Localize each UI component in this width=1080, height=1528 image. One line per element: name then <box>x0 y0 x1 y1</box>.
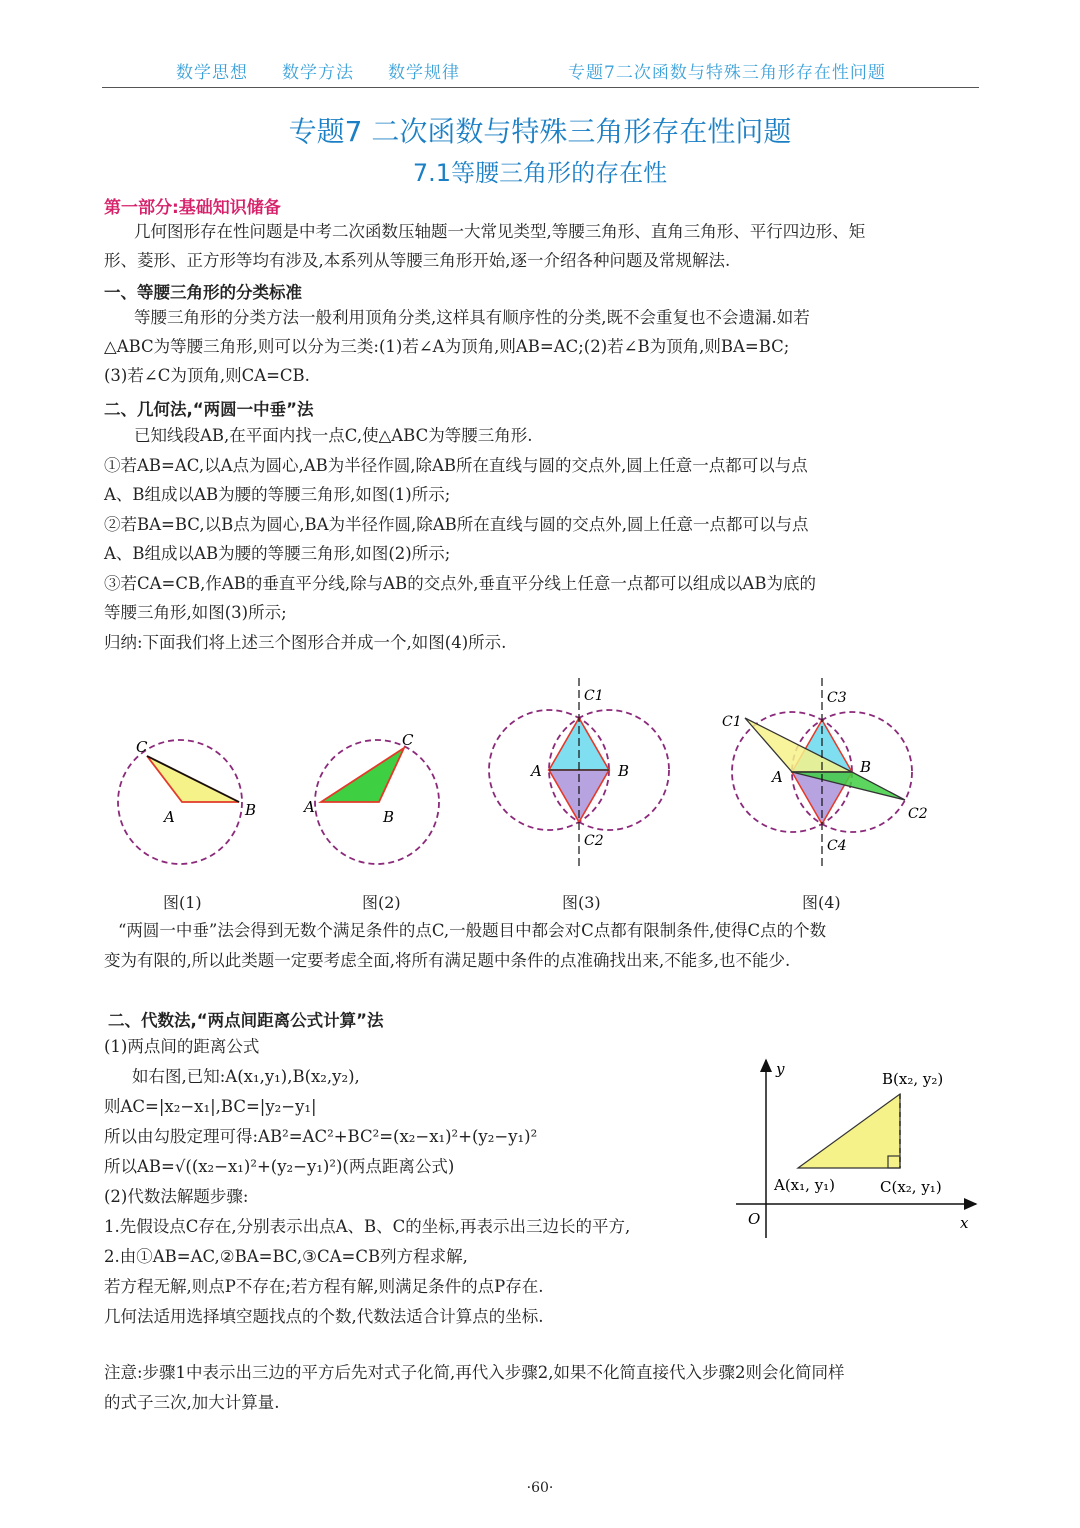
section-heading: 二、几何法,“两圆一中垂”法 <box>104 400 314 419</box>
part-heading: 第一部分:基础知识储备 <box>104 198 281 218</box>
figure-caption: 图(3) <box>562 893 601 912</box>
paragraph-line: (3)若∠C为顶角,则CA=CB. <box>104 366 310 385</box>
figure-2-triangle <box>321 748 404 802</box>
figure-caption: 图(4) <box>802 893 841 912</box>
header-rule <box>102 87 979 88</box>
paragraph-line: A、B组成以AB为腰的等腰三角形,如图(2)所示; <box>104 544 451 563</box>
paragraph-line: “两圆一中垂”法会得到无数个满足条件的点C,一般题目中都会对C点都有限制条件,使得C点的个数 <box>118 921 827 940</box>
figure-3-label-c2: C2 <box>584 833 604 849</box>
figure-2-label-a: A <box>304 798 315 816</box>
paragraph-line: 若方程无解,则点P不存在;若方程有解,则满足条件的点P存在. <box>104 1277 544 1296</box>
figure-3 <box>489 678 669 866</box>
paragraph-line: (2)代数法解题步骤: <box>104 1187 249 1206</box>
paragraph-line: ①若AB=AC,以A点为圆心,AB为半径作圆,除AB所在直线与圆的交点外,圆上任意一点都可以与点 <box>104 456 808 475</box>
paragraph-line: 如右图,已知:A(x₁,y₁),B(x₂,y₂), <box>132 1067 360 1086</box>
origin-label: O <box>748 1210 761 1228</box>
header-topic-1: 数学思想 <box>176 63 248 83</box>
y-axis-label: y <box>776 1060 785 1078</box>
figure-1-label-b: B <box>245 801 257 819</box>
point-c-label: C(x₂, y₁) <box>880 1178 942 1196</box>
figure-4-label-c3: C3 <box>827 690 847 706</box>
x-axis-label: x <box>960 1214 969 1232</box>
right-triangle <box>798 1094 900 1168</box>
figure-4-label-c1: C1 <box>722 714 742 730</box>
figure-3-label-c1: C1 <box>584 688 604 704</box>
paragraph-line: 所以AB=√((x₂−x₁)²+(y₂−y₁)²)(两点距离公式) <box>104 1157 455 1176</box>
paragraph-line: 等腰三角形,如图(3)所示; <box>104 603 287 622</box>
intro-line: 形、菱形、正方形等均有涉及,本系列从等腰三角形开始,逐一介绍各种问题及常规解法. <box>104 251 731 270</box>
section-heading: 一、等腰三角形的分类标准 <box>104 283 302 302</box>
paragraph-line: 归纳:下面我们将上述三个图形合并成一个,如图(4)所示. <box>104 633 507 652</box>
paragraph-line: (1)两点间的距离公式 <box>104 1037 260 1056</box>
page-number: ·60· <box>526 1480 554 1496</box>
note-line: 注意:步骤1中表示出三边的平方后先对式子化简,再代入步骤2,如果不化简直接代入步骤2则会化简同样 <box>104 1363 845 1382</box>
figures-row <box>100 670 980 890</box>
figure-caption: 图(1) <box>163 893 202 912</box>
paragraph-line: 所以由勾股定理可得:AB²=AC²+BC²=(x₂−x₁)²+(y₂−y₁)² <box>104 1127 538 1146</box>
paragraph-line: ②若BA=BC,以B点为圆心,BA为半径作圆,除AB所在直线与圆的交点外,圆上任意一点都可以与点 <box>104 515 809 534</box>
paragraph-line: 1.先假设点C存在,分别表示出点A、B、C的坐标,再表示出三边长的平方, <box>104 1217 631 1236</box>
paragraph-line: A、B组成以AB为腰的等腰三角形,如图(1)所示; <box>104 485 451 504</box>
figure-4-label-c4: C4 <box>827 838 847 854</box>
figure-caption: 图(2) <box>362 893 401 912</box>
figure-4-label-c2: C2 <box>908 806 928 822</box>
figure-3-label-b: B <box>618 762 630 780</box>
figure-4-label-b: B <box>860 758 872 776</box>
page-title: 专题7 二次函数与特殊三角形存在性问题 <box>288 115 792 148</box>
point-b-label: B(x₂, y₂) <box>882 1070 944 1088</box>
figure-2 <box>302 731 439 864</box>
figure-2-label-c: C <box>402 731 414 749</box>
paragraph-line: 已知线段AB,在平面内找一点C,使△ABC为等腰三角形. <box>134 426 533 445</box>
figure-4-label-a: A <box>772 768 783 786</box>
paragraph-line: 几何法适用选择填空题找点的个数,代数法适合计算点的坐标. <box>104 1307 544 1326</box>
paragraph-line: ③若CA=CB,作AB的垂直平分线,除与AB的交点外,垂直平分线上任意一点都可以组成以AB为底的 <box>104 574 816 593</box>
figure-1 <box>118 738 256 864</box>
figure-1-label-c: C <box>136 738 148 756</box>
figure-2-label-b: B <box>383 808 395 826</box>
paragraph-line: 变为有限的,所以此类题一定要考虑全面,将所有满足题中条件的点准确找出来,不能多,也不能少. <box>104 951 791 970</box>
intro-line: 几何图形存在性问题是中考二次函数压轴题一大常见类型,等腰三角形、直角三角形、平行四边形、矩 <box>134 222 866 241</box>
page-subtitle: 7.1等腰三角形的存在性 <box>412 159 668 187</box>
figure-4 <box>722 678 928 868</box>
paragraph-line: △ABC为等腰三角形,则可以分为三类:(1)若∠A为顶角,则AB=AC;(2)若∠B为顶角,则BA=BC; <box>104 337 790 356</box>
header-chapter: 专题7二次函数与特殊三角形存在性问题 <box>568 63 886 83</box>
section-heading: 二、代数法,“两点间距离公式计算”法 <box>108 1011 384 1030</box>
header-topic-2: 数学方法 <box>282 63 354 83</box>
paragraph-line: 等腰三角形的分类方法一般利用顶角分类,这样具有顺序性的分类,既不会重复也不会遗漏.如若 <box>134 308 810 327</box>
coordinate-figure <box>728 1052 980 1242</box>
note-line: 的式子三次,加大计算量. <box>104 1393 280 1412</box>
paragraph-line: 2.由①AB=AC,②BA=BC,③CA=CB列方程求解, <box>104 1247 468 1266</box>
point-a-label: A(x₁, y₁) <box>774 1176 836 1194</box>
figure-1-label-a: A <box>164 808 175 826</box>
paragraph-line: 则AC=|x₂−x₁|,BC=|y₂−y₁| <box>104 1097 317 1116</box>
figure-3-label-a: A <box>531 762 542 780</box>
header-topic-3: 数学规律 <box>388 63 460 83</box>
